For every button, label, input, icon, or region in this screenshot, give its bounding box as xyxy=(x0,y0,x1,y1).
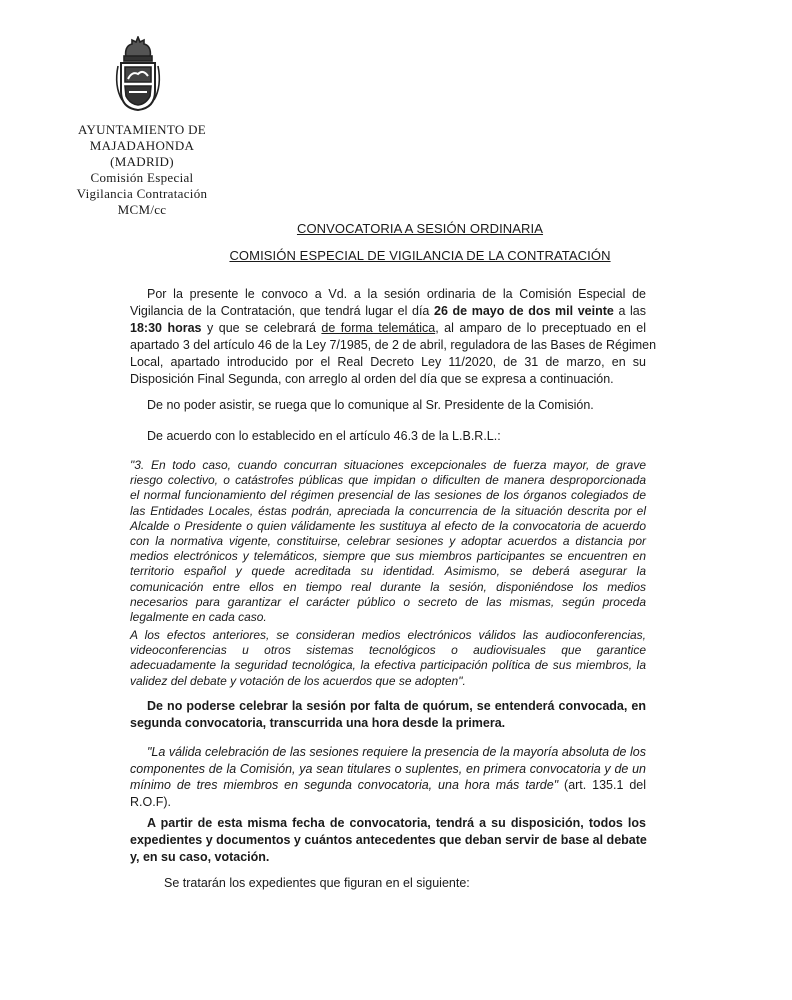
paragraph-documents xyxy=(130,815,646,866)
rof-line xyxy=(130,777,646,794)
quote-line: el normal funcionamiento del régimen presencial de las sesiones de los órganos colegiados de xyxy=(130,488,646,503)
quote-line: A los efectos anteriores, se consideran medios electrónicos válidos las audioconferencias, xyxy=(130,628,646,642)
p1-line-1: Por la presente le convoco a Vd. a la sesión ordinaria de la Comisión Especial de xyxy=(147,287,646,301)
quorum-line: segunda convocatoria, transcurrida una hora desde la primera. xyxy=(130,716,506,730)
org-line-3: (MADRID) xyxy=(110,154,174,169)
rof-line: "La válida celebración de las sesiones requiere la presencia de la mayoría absoluta de los xyxy=(147,745,646,759)
p1-line-4: apartado 3 del artículo 46 de la Ley 7/1985, de 2 de abril, reguladora de las Bases de Régimen xyxy=(130,338,657,352)
org-line-4: Comisión Especial xyxy=(90,170,194,185)
paragraph-quorum xyxy=(130,698,646,732)
organization-header xyxy=(58,122,226,218)
quorum-line: De no poderse celebrar la sesión por falta de quórum, se entenderá convocada, en xyxy=(147,699,646,713)
meeting-time: 18:30 horas xyxy=(130,321,202,335)
paragraph-absence-notice: De no poder asistir, se ruega que lo comunique al Sr. Presidente de la Comisión. xyxy=(147,398,594,412)
quote-line: "3. En todo caso, cuando concurran situaciones excepcionales de fuerza mayor, de grave xyxy=(130,458,646,472)
legal-quote-electronic-means xyxy=(130,628,646,689)
quote-line: necesarios para garantizar el carácter público o secreto de las mismas, según proceda xyxy=(130,594,646,609)
quote-line: con la normativa vigente, constituirse, celebrar sesiones y adoptar acuerdos a distancia por xyxy=(130,534,646,549)
documents-line: expedientes y documentos y cuántos antecedentes que deban servir de base al debate xyxy=(130,833,647,847)
meeting-mode: de forma telemática xyxy=(321,321,436,335)
quote-line: riesgo colectivo, o catástrofes públicas que impidan o dificulten de manera desproporcionada xyxy=(130,473,646,488)
quote-line: territorio español y quede acreditada su identidad. Asimismo, se deberá asegurar la xyxy=(130,564,646,579)
quote-line: comunicación entre ellos en tiempo real durante la sesión, disponiéndose los medios xyxy=(130,579,646,594)
paragraph-convocation xyxy=(130,286,657,388)
document-subtitle: COMISIÓN ESPECIAL DE VIGILANCIA DE LA CONTRATACIÓN xyxy=(229,248,611,263)
p1-line-5: Local, apartado introducido por el Real Decreto Ley 11/2020, de 31 de marzo, en su xyxy=(130,355,646,369)
p1-line-6: Disposición Final Segunda, con arreglo al orden del día que se expresa a continuación. xyxy=(130,372,614,386)
org-line-6: MCM/cc xyxy=(117,202,167,217)
p1-text: Vigilancia de la Contratación, que tendrá lugar el día xyxy=(130,304,434,318)
p1-text: , al amparo de lo preceptuado en el xyxy=(435,321,646,335)
coat-of-arms-icon xyxy=(112,36,164,112)
p1-text: y que se celebrará xyxy=(201,321,322,335)
quote-line: validez del debate y votación de los acuerdos que se adopten". xyxy=(130,673,466,688)
org-line-1: AYUNTAMIENTO DE xyxy=(77,122,207,137)
rof-line: componentes de la Comisión, ya sean titulares o suplentes, en primera convocatoria y de un xyxy=(130,761,646,776)
paragraph-agenda-intro: Se tratarán los expedientes que figuran en el siguiente: xyxy=(164,876,470,890)
legal-quote-rof xyxy=(130,744,646,810)
quote-line: adecuadamente la seguridad tecnológica, la efectiva participación política de sus miembros, la xyxy=(130,658,646,673)
rof-line: R.O.F). xyxy=(130,794,171,809)
org-line-2: MAJADAHONDA xyxy=(89,138,195,153)
legal-quote-article-46 xyxy=(130,458,646,625)
p1-text: a las xyxy=(613,304,647,318)
p1-line-2 xyxy=(130,303,646,320)
quote-line: Alcalde o Presidente o quien válidamente les sustituya al efecto de la convocatoria de acuerdo xyxy=(130,518,646,533)
quote-line: legalmente en cada caso. xyxy=(130,610,267,625)
p1-line-3 xyxy=(130,320,646,337)
rof-quote-end: mínimo de tres miembros en segunda convocatoria, una hora más tarde" xyxy=(130,778,559,792)
quote-line: medios electrónicos y telemáticos, siempre que sus miembros participantes se encuentren en xyxy=(130,549,646,564)
documents-line: y, en su caso, votación. xyxy=(130,850,270,864)
documents-line: A partir de esta misma fecha de convocatoria, tendrá a su disposición, todos los xyxy=(147,816,646,830)
rof-article: (art. 135.1 del xyxy=(558,778,646,792)
org-line-5: Vigilancia Contratación xyxy=(76,186,208,201)
meeting-date: 26 de mayo de dos mil veinte xyxy=(434,304,614,318)
paragraph-legal-reference: De acuerdo con lo establecido en el artículo 46.3 de la L.B.R.L.: xyxy=(147,429,501,443)
document-title: CONVOCATORIA A SESIÓN ORDINARIA xyxy=(296,221,544,236)
quote-line: las Entidades Locales, éstas podrán, apreciada la concurrencia de la situación descrita por el xyxy=(130,503,646,518)
quote-line: videoconferencias u otros sistemas tecnológicos o audiovisuales que garantice xyxy=(130,643,646,658)
